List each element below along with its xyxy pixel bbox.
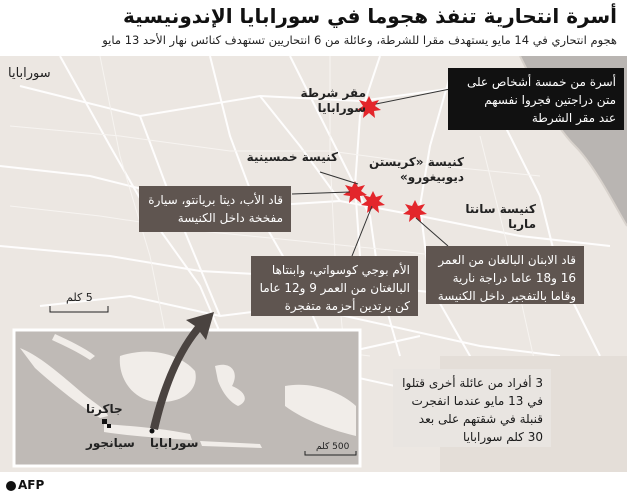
- inset-sianjur-marker: [107, 424, 111, 428]
- label-church-pentecost: كنيسة خمسينية: [246, 150, 338, 164]
- inset-label-surabaya: سورابايا: [150, 436, 199, 450]
- inset-surabaya-marker: [150, 429, 155, 434]
- callout-mother-line2: البالغتان من العمر 9 و12 عاما: [259, 281, 410, 295]
- footer: [0, 474, 627, 500]
- callout-police-line2: متن دراجتين فجروا نفسهم: [484, 93, 616, 107]
- label-church-christian-line1: كنيسة «كريستن: [368, 155, 464, 169]
- callout-sons-line1: قاد الابنان البالغان من العمر: [438, 253, 576, 267]
- callout-father: [139, 186, 291, 232]
- label-police-line1: مقر شرطة: [300, 86, 366, 100]
- callout-sons-line2: 16 و18 عاما دراجة نارية: [452, 271, 576, 285]
- callout-other-family-line3: قنبلة في شقتهم على بعد: [418, 412, 543, 426]
- callout-other-family-line4: 30 كلم سورابايا: [463, 430, 543, 444]
- label-church-christian-line2: ديوبيغورو»: [399, 170, 464, 184]
- inset-scale-label: 500 كلم: [316, 442, 350, 452]
- city-label: سورابايا: [8, 66, 51, 81]
- label-police: [296, 86, 366, 116]
- inset-jakarta-marker: [102, 419, 107, 424]
- label-police-line2: سورابايا: [317, 101, 366, 115]
- callout-other-family-line1: 3 أفراد من عائلة أخرى قتلوا: [402, 376, 543, 390]
- callout-other-family-line2: في 13 مايو عندما انفجرت: [411, 394, 543, 408]
- inset-label-jakarta: جاكرتا: [86, 402, 123, 416]
- callout-police-line3: عند مقر الشرطة: [531, 111, 616, 125]
- scale-label: 5 كلم: [66, 291, 93, 304]
- callout-father-line2: مفخخة داخل الكنيسة: [177, 211, 283, 225]
- inset-label-sianjur: سيانجور: [86, 436, 135, 450]
- page-subtitle: هجوم انتحاري في 14 مايو يستهدف مقرا للشرطة، وعائلة من 6 انتحاريين تستهدف كنائس نهار الأحد 13 مايو: [102, 33, 617, 47]
- afp-credit: AFP: [18, 478, 45, 492]
- callout-mother: [251, 256, 418, 316]
- callout-other-family: [393, 369, 551, 447]
- callout-mother-line1: الأم بوجي كوسواتي، وابنتاها: [271, 263, 410, 277]
- callout-mother-line3: كن يرتدين أحزمة متفجرة: [284, 299, 410, 313]
- callout-sons-line3: وقاما بالتفجير داخل الكنيسة: [437, 289, 576, 303]
- callout-father-line1: قاد الأب، ديتا بريانتو، سيارة: [148, 193, 283, 207]
- callout-police-line1: أسرة من خمسة أشخاص على: [466, 75, 616, 89]
- label-church-santa-maria: كنيسة سانتا ماريا: [465, 202, 536, 231]
- page-title: أسرة انتحارية تنفذ هجوما في سورابايا الإندونيسية: [123, 4, 617, 28]
- afp-logo-icon: [6, 481, 16, 491]
- label-church-christian: [364, 155, 464, 185]
- callout-police: [448, 68, 624, 130]
- callout-sons: [426, 246, 584, 304]
